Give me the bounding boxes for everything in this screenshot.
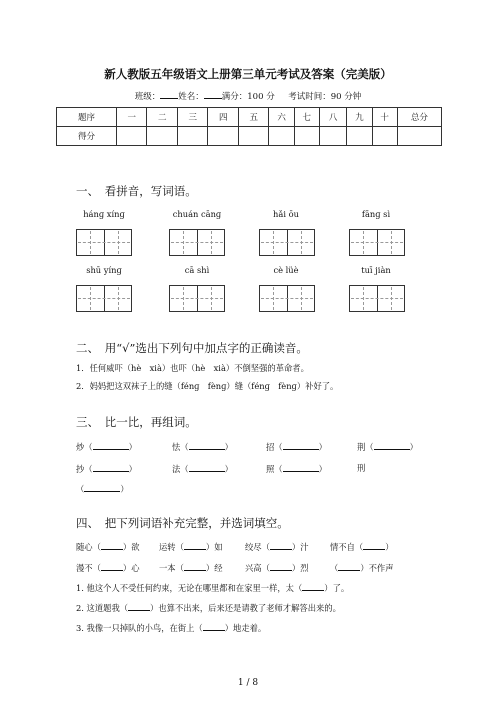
score-input-cell[interactable] bbox=[347, 127, 372, 146]
idiom-item: 运转（ ）如 bbox=[159, 542, 223, 552]
answer-blank[interactable] bbox=[101, 561, 123, 571]
answer-blank[interactable] bbox=[302, 581, 324, 591]
answer-blank[interactable] bbox=[270, 540, 292, 550]
score-cell: 题序 bbox=[57, 108, 117, 127]
answer-blank[interactable] bbox=[283, 440, 319, 450]
score-input-cell[interactable] bbox=[208, 127, 239, 146]
answer-blank[interactable] bbox=[84, 482, 120, 492]
score-input-cell[interactable] bbox=[397, 127, 441, 146]
word-pair: 荆（ ） bbox=[357, 442, 418, 452]
exam-info bbox=[0, 89, 496, 102]
word-pair: 抄（ ） bbox=[76, 464, 137, 474]
name-blank[interactable] bbox=[204, 89, 222, 99]
answer-blank[interactable] bbox=[203, 621, 225, 631]
class-label: 班级： bbox=[134, 92, 161, 102]
score-input-cell[interactable] bbox=[319, 127, 346, 146]
writing-grid[interactable] bbox=[349, 285, 405, 312]
section3-heading: 三、 比一比，再组词。 bbox=[76, 415, 197, 429]
score-header-row bbox=[57, 108, 442, 127]
answer-blank[interactable] bbox=[93, 440, 129, 450]
writing-grid[interactable] bbox=[76, 285, 132, 312]
idiom-item: 兴高（ ）烈 bbox=[245, 563, 309, 573]
section2-heading: 二、 用“√”选出下列句中加点字的正确读音。 bbox=[76, 341, 308, 355]
answer-blank[interactable] bbox=[189, 440, 225, 450]
pinyin-label: hánɡ xínɡ bbox=[83, 209, 125, 219]
answer-blank[interactable] bbox=[283, 462, 319, 472]
sentence-item: 2. 这道题我（ ）也算不出来，后来还是请教了老师才解答出来的。 bbox=[76, 603, 341, 613]
score-cell: 九 bbox=[347, 108, 372, 127]
score-cell: 一 bbox=[116, 108, 147, 127]
score-input-cell[interactable] bbox=[177, 127, 208, 146]
score-input-cell[interactable] bbox=[372, 127, 397, 146]
writing-grid[interactable] bbox=[76, 229, 132, 256]
page-number: 1 / 8 bbox=[237, 678, 259, 688]
name-label: 姓名： bbox=[178, 92, 204, 102]
writing-grid[interactable] bbox=[349, 229, 405, 256]
score-cell: 十 bbox=[372, 108, 397, 127]
word-char: 刑 bbox=[357, 463, 366, 473]
word-pair: 照（ ） bbox=[266, 464, 327, 474]
score-input-cell[interactable] bbox=[238, 127, 269, 146]
full-score: 满分：100 分 bbox=[221, 92, 275, 102]
score-input-cell[interactable] bbox=[116, 127, 147, 146]
answer-blank[interactable] bbox=[338, 561, 360, 571]
answer-blank[interactable] bbox=[270, 561, 292, 571]
score-row-label: 得分 bbox=[57, 127, 117, 146]
score-cell: 七 bbox=[294, 108, 319, 127]
score-cell: 八 bbox=[319, 108, 346, 127]
exam-time: 考试时间：90 分钟 bbox=[288, 92, 362, 102]
score-input-cell[interactable] bbox=[294, 127, 319, 146]
answer-blank[interactable] bbox=[101, 540, 123, 550]
word-pair: 招（ ） bbox=[266, 442, 327, 452]
word-pair: （ ） bbox=[76, 484, 129, 494]
score-cell: 六 bbox=[269, 108, 294, 127]
answer-blank[interactable] bbox=[374, 440, 410, 450]
writing-grid[interactable] bbox=[169, 229, 225, 256]
score-value-row bbox=[57, 127, 442, 146]
score-cell: 四 bbox=[208, 108, 239, 127]
idiom-item: 一本（ ）经 bbox=[159, 563, 223, 573]
answer-blank[interactable] bbox=[128, 601, 150, 611]
answer-blank[interactable] bbox=[363, 540, 385, 550]
word-pair: 怯（ ） bbox=[172, 442, 233, 452]
score-cell: 二 bbox=[147, 108, 178, 127]
writing-grid[interactable] bbox=[259, 229, 315, 256]
score-cell: 总分 bbox=[397, 108, 441, 127]
page-title: 新人教版五年级语文上册第三单元考试及答案（完美版） bbox=[104, 67, 392, 81]
score-input-cell[interactable] bbox=[269, 127, 294, 146]
score-cell: 五 bbox=[238, 108, 269, 127]
idiom-item: （ ）不作声 bbox=[330, 563, 394, 573]
score-table bbox=[56, 107, 442, 146]
idiom-item: 漫不（ ）心 bbox=[76, 563, 140, 573]
answer-blank[interactable] bbox=[184, 540, 206, 550]
question-line: 1．任何威吓（hè xià）也吓（hè xià）不倒坚强的革命者。 bbox=[76, 363, 309, 373]
section1-heading: 一、 看拼音，写词语。 bbox=[76, 184, 197, 198]
section4-heading: 四、 把下列词语补充完整，并选词填空。 bbox=[76, 516, 289, 530]
answer-blank[interactable] bbox=[189, 462, 225, 472]
pinyin-label: cè lüè bbox=[273, 265, 299, 275]
question-line: 2．妈妈把这双袜子上的缝（fénɡ fènɡ）缝（fénɡ fènɡ）补好了。 bbox=[76, 381, 339, 391]
sentence-item: 3. 我像一只掉队的小鸟，在街上（ ）地走着。 bbox=[76, 623, 267, 633]
idiom-item: 随心（ ）欲 bbox=[76, 542, 140, 552]
score-cell: 三 bbox=[177, 108, 208, 127]
class-blank[interactable] bbox=[160, 89, 178, 99]
idiom-item: 情不自（ ） bbox=[330, 542, 394, 552]
word-pair: 法（ ） bbox=[172, 464, 233, 474]
pinyin-label: cā shì bbox=[184, 265, 210, 275]
pinyin-label: chuán cānɡ bbox=[172, 209, 222, 219]
score-input-cell[interactable] bbox=[147, 127, 178, 146]
writing-grid[interactable] bbox=[259, 285, 315, 312]
pinyin-label: hǎi ōu bbox=[273, 209, 299, 219]
answer-blank[interactable] bbox=[93, 462, 129, 472]
answer-blank[interactable] bbox=[184, 561, 206, 571]
sentence-item: 1. 他这个人不受任何约束，无论在哪里都和在家里一样，太（ ）了。 bbox=[76, 583, 350, 593]
idiom-item: 绞尽（ ）汁 bbox=[245, 542, 309, 552]
word-pair: 炒（ ） bbox=[76, 442, 137, 452]
pinyin-label: tuī jiàn bbox=[361, 265, 391, 275]
pinyin-label: shū yínɡ bbox=[86, 265, 122, 275]
writing-grid[interactable] bbox=[169, 285, 225, 312]
pinyin-label: fānɡ sì bbox=[361, 209, 391, 219]
